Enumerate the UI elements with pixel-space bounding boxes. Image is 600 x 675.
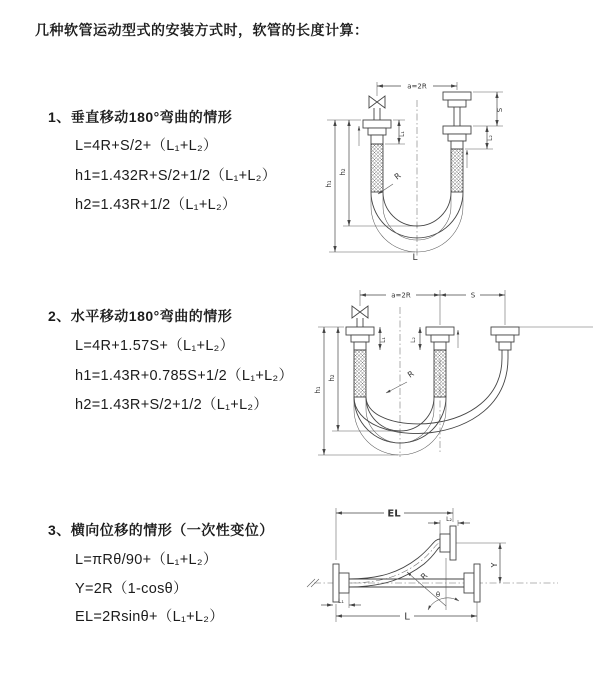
dim-label-L1: L₁ <box>338 598 344 605</box>
dim-label-a2R: a=2R <box>391 291 411 300</box>
braided-hose-section <box>354 350 366 397</box>
section-1-formula-h1: h1=1.432R+S/2+1/2（L₁+L₂） <box>75 168 277 184</box>
diagram-vertical-180-bend <box>315 72 595 262</box>
dim-label-h1: h₁ <box>314 386 322 394</box>
dim-label-EL: EL <box>387 508 401 520</box>
dim-label-a2R: a=2R <box>407 82 427 91</box>
diagram-lateral-displacement <box>300 498 600 638</box>
dim-label-L-length: L <box>412 253 418 262</box>
dim-L2 <box>428 516 470 534</box>
valve-icon <box>352 306 368 327</box>
valve-icon <box>369 96 385 120</box>
section-1-heading: 1、垂直移动180°弯曲的情形 <box>48 109 233 125</box>
dim-label-h2: h₂ <box>328 374 336 382</box>
dim-Y <box>456 543 506 583</box>
dim-h1-outer <box>325 120 415 252</box>
dim-L1 <box>380 327 387 350</box>
dim-label-S: S <box>470 291 476 300</box>
diagram-horizontal-180-bend <box>310 282 600 462</box>
dim-label-S: S <box>496 107 504 113</box>
dim-label-R: R <box>405 369 416 380</box>
section-3-formula-Y: Y=2R（1-cosθ） <box>75 581 188 597</box>
dim-label-L2: L₂ <box>487 135 494 141</box>
dim-label-Y: Y <box>490 562 499 568</box>
dim-label-L2: L₂ <box>410 337 417 343</box>
dim-label-h2: h₂ <box>339 168 347 176</box>
dim-label-R: R <box>419 571 430 582</box>
section-3-formula-EL: EL=2Rsinθ+（L₁+L₂） <box>75 609 225 625</box>
left-pipe-flange <box>363 120 391 192</box>
raised-flange-displaced <box>440 526 456 560</box>
dim-label-L-length: L <box>404 611 410 623</box>
dim-label-R: R <box>392 171 403 182</box>
section-1-formula-h2: h2=1.43R+1/2（L₁+L₂） <box>75 197 237 213</box>
dim-L1 <box>321 593 361 608</box>
top-dimension-S <box>440 292 505 300</box>
dim-label-theta: θ <box>435 591 441 599</box>
dim-label-h1: h₁ <box>325 180 333 188</box>
page-title: 几种软管运动型式的安装方式时，软管的长度计算： <box>35 22 369 38</box>
section-2-formula-L: L=4R+1.57S+（L₁+L₂） <box>75 338 235 354</box>
dim-L2 <box>410 327 420 350</box>
dim-S <box>473 92 504 126</box>
middle-pipe-flange <box>426 327 458 397</box>
section-2-formula-h1: h1=1.43R+0.785S+1/2（L₁+L₂） <box>75 368 294 384</box>
braided-hose-section <box>434 350 446 397</box>
section-2-heading: 2、水平移动180°弯曲的情形 <box>48 308 233 324</box>
braided-hose-section <box>451 149 463 192</box>
radius-callout <box>386 369 416 393</box>
left-pipe-flange <box>346 327 374 397</box>
section-1-formula-L: L=4R+S/2+（L₁+L₂） <box>75 138 218 154</box>
left-flange <box>333 564 349 602</box>
braided-hose-section <box>371 144 383 192</box>
dim-label-L2: L₂ <box>446 516 452 523</box>
section-3-formula-L: L=πRθ/90+（L₁+L₂） <box>75 552 218 568</box>
right-pipe-flange-displaced <box>491 327 593 358</box>
section-3-heading: 3、横向位移的情形（一次性变位） <box>48 522 274 538</box>
section-2-formula-h2: h2=1.43R+S/2+1/2（L₁+L₂） <box>75 397 269 413</box>
dim-label-L1: L₁ <box>399 131 406 137</box>
dim-label-L1: L₁ <box>380 337 387 343</box>
